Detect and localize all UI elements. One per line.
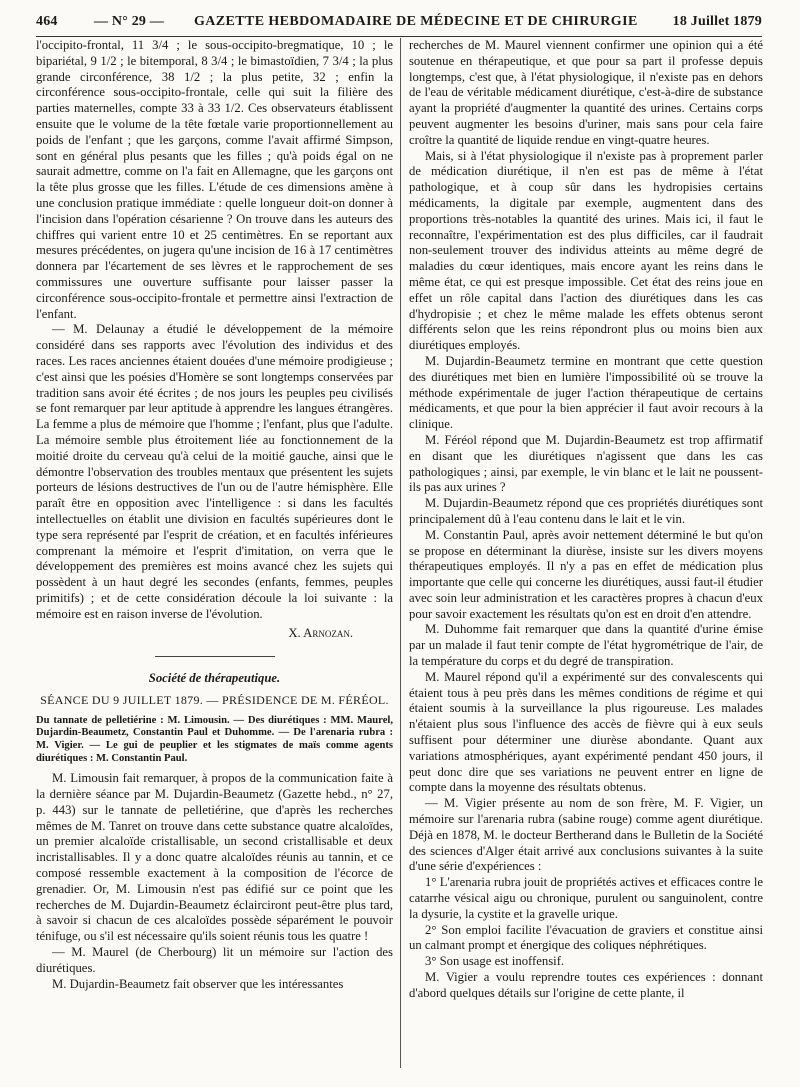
- paragraph: M. Dujardin-Beaumetz fait observer que les intéressantes: [52, 976, 344, 991]
- list-item: 2° Son emploi facilite l'évacuation de graviers et constitue ainsi un calmant prompt et énergique des coliques néphrétiques.: [409, 922, 763, 953]
- paragraph: Mais, si à l'état physiologique il n'existe pas à proprement parler de médication diurétique, il n'en est pas de même à l'état pathologique, et à coup sûr dans les hydropisies certains médicaments, la digitale par exemple, augmentent dans des proportions très-notables la quantité des urines. Mais ici, il faut le reconnaître, l'expérimentation est des plus difficiles, car il faudrait non-seulement trouver des individus atteints au même degré de maladies du cœur identiques, mais encore ayant les reins dans le même état, ce qui est presque impossible. Cet état des reins joue en effet un rôle capital dans l'action des diurétiques dans les cas d'hydropisie ; et chez le même malade les effets obtenus seront différents selon que les reins répondront plus ou moins bien aux diurétiques employés.: [409, 148, 763, 353]
- paragraph: — M. Maurel (de Cherbourg) lit un mémoire sur l'action des diurétiques.: [36, 945, 393, 975]
- journal-title: GAZETTE HEBDOMADAIRE DE MÉDECINE ET DE CHIRURGIE: [194, 14, 638, 29]
- paragraph: M. Limousin fait remarquer, à propos de la communication faite à la dernière séance par M. Dujardin-Beaumetz (Gazette hebd., n° 27, p. 443) sur le tannate de pelletiérine, que d'après les recherches mêmes de M. Tanret on trouve dans cette substance quatre alcaloïdes, un premier alcaloïde cristallisable, un second cristallisable et deux incristallisables. Il y a donc quatre alcaloïdes réunis au tannin, et ce composé ressemble exactement à la composition de l'écorce de grenadier. Or, M. Limousin n'est pas édifié sur ce point que les recherches de M. Dujardin-Beaumetz éclairciront peut-être plus tard, à savoir si chacun de ces alcaloïdes possède séparément le pouvoir ténifuge, ou s'il est nécessaire qu'ils soient réunis tous les quatre !: [36, 771, 393, 944]
- paragraph: l'occipito-frontal, 11 3/4 ; le sous-occipito-bregmatique, 10 ; le bipariétal, 9 1/2 ; le bitemporal, 8 3/4 ; le bimastoïdien, 7 3/4 ; la plus grande circonférence, 38 1/2 ; la plus petite, 32 ; enfin la circonférence sous-occipito-frontale, celle qui suit la filière des parties maternelles, compte 33 à 33 1/2. Ces observateurs établissent ensuite que le volume de la tête fœtale varie proportionnellement au poids de l'enfant ; que les garçons, comme l'avait affirmé Simpson, sont en général plus pesants que les filles ; qu'à poids égal on ne saurait admettre, comme on l'a fait en Allemagne, que les garçons ont la tête plus grosse que les filles. L'étude de ces dimensions amène à une conclusion pratique immédiate : quelle longueur doit-on donner à l'incision dans l'opération césarienne ? On trouve dans les auteurs des chiffres qui varient entre 10 et 25 centimètres. En se reportant aux mesures précédentes, on jugera qu'une incision de 16 à 17 centimètres donnera par l'écartement de ses lèvres et le rapprochement de ses commissures une ouverture suffisante pour laisser passer la circonférence sous-occipito-frontale et permettre ainsi l'extraction de l'enfant.: [36, 38, 393, 321]
- paragraph: — M. Vigier présente au nom de son frère, M. F. Vigier, un mémoire sur l'arenaria rubra (sabine rouge) comme agent diurétique. Déjà en 1878, M. le docteur Bertherand dans le Bulletin de la Société des sciences d'Alger était arrivé aux conclusions suivantes à la suite d'une série d'expériences :: [409, 796, 763, 874]
- paragraph: M. Dujardin-Beaumetz répond que ces propriétés diurétiques sont principalement dû à l'eau contenu dans le lait et le vin.: [409, 496, 763, 526]
- paragraph: M. Dujardin-Beaumetz termine en montrant que cette question des diurétiques met bien en lumière l'impossibilité où se trouve la méthode expérimentale de juger l'action thérapeutique de certains médicaments, et que pour la bien apprécier il faut avoir recours à la clinique.: [409, 353, 763, 432]
- section-title: Société de thérapeutique.: [148, 671, 281, 686]
- list-item: 1° L'arenaria rubra jouit de propriétés actives et efficaces contre le catarrhe vésical aigu ou chronique, purulent ou sanguinolent, contre la dysurie, la cystite et la gravelle urique.: [409, 875, 763, 921]
- paragraph: recherches de M. Maurel viennent confirmer une opinion qui a été soutenue en thérapeutique, et que pour sa part il professe depuis longtemps, c'est que, à l'état physiologique, il n'existe pas en dehors de l'eau de véritable médicament diurétique, c'est-à-dire de substance ayant la propriété d'augmenter la quantité des urines. Certains corps peuvent augmenter les besoins d'uriner, mais sans pour cela faire croître la quantité de liquide rendue en vingt-quatre heures.: [409, 38, 763, 147]
- paragraph: — M. Delaunay a étudié le développement de la mémoire considéré dans ses rapports avec l'évolution des individus et des races. Les races anciennes étaient douées d'une mémoire prodigieuse ; c'est ainsi que les poésies d'Homère se sont longtemps conservées par tradition sans avoir été écrites ; de nos jours les peuples peu civilisés se font remarquer par leur aptitude à apprendre les langues étrangères. La femme a plus de mémoire que l'homme ; l'enfant, plus que l'adulte. La mémoire semble plus étroitement liée au fonctionnement de la moitié droite du cerveau qu'à celui de la moitié gauche, ainsi que le démontre l'observation des troubles mentaux que présentent les sujets porteurs de lésions destructives de l'un ou de l'autre hémisphère. Elle paraît être en opposition avec l'intelligence : si dans les facultés intellectuelles on établit une division en facultés supérieures dont le type sera représenté par l'esprit de création, et en facultés inférieures comprenant la mémoire et l'esprit d'imitation, on verra que le développement des premières est moins avancé chez les sujets qui possèdent à un haut degré les secondes (enfants, femmes, peuples primitifs) ; et de cette considération découle la loi suivante : la mémoire est en raison inverse de l'évolution.: [36, 322, 393, 621]
- signature: X. Arnozan.: [288, 626, 353, 641]
- separator-rule: [155, 656, 275, 657]
- session-line: SÉANCE DU 9 JUILLET 1879. — PRÉSIDENCE DE M. FÉRÉOL.: [40, 693, 389, 708]
- right-column: [409, 38, 763, 1078]
- page-header: [36, 12, 762, 37]
- paragraph: M. Vigier a voulu reprendre toutes ces expériences : donnant d'abord quelques détails sur l'origine de cette plante, il: [409, 970, 763, 1000]
- column-divider: [400, 38, 401, 1068]
- session-summary: Du tannate de pelletiérine : M. Limousin. — Des diurétiques : MM. Maurel, Dujardin-Beaumetz, Constantin Paul et Duhomme. — De l'arenaria rubra : M. Vigier. — Le gui de peuplier et les stigmates de maïs comme agents diurétiques : M. Constantin Paul.: [36, 714, 393, 764]
- left-column: [36, 38, 393, 1078]
- list-item: 3° Son usage est inoffensif.: [425, 954, 565, 969]
- issue-date: 18 Juillet 1879: [672, 14, 762, 29]
- issue-number: — N° 29 —: [94, 14, 165, 29]
- paragraph: M. Duhomme fait remarquer que dans la quantité d'urine émise par un malade il faut tenir compte de l'état hygrométrique de l'air, de la température du corps et du degré de transpiration.: [409, 622, 763, 669]
- paragraph: M. Constantin Paul, après avoir nettement déterminé le but qu'on se propose en déterminant la diurèse, insiste sur les divers moyens thérapeutiques employés. Il n'y a pas en effet de médication plus importante que celle qui concerne les diurétiques, aussi faut-il étudier avec soin leur administration et les caractères propres à chacun d'eux pour savoir exactement les résultats qu'on est en droit d'en attendre.: [409, 527, 763, 621]
- paragraph: M. Maurel répond qu'il a expérimenté sur des convalescents qui étaient tous à peu près dans les mêmes conditions de régime et qui étaient soumis à la surveillance la plus rigoureuse. Les malades n'étaient plus sous l'influence des accès de fièvre qui à eux seuls suffisent pour déterminer une diurèse abondante. Quant aux variations atmosphériques, ayant expérimenté pendant 450 jours, il peut donc dire que ses variations ne peuvent entrer en ligne de compte dans la moyenne des résultats obtenus.: [409, 669, 763, 795]
- paragraph: M. Féréol répond que M. Dujardin-Beaumetz est trop affirmatif en disant que les diurétiques n'agissent que dans les cas pathologiques ; ainsi, par exemple, le vin blanc et le lait ne poussent-ils pas aux urines ?: [409, 432, 763, 495]
- page-number: 464: [36, 14, 58, 29]
